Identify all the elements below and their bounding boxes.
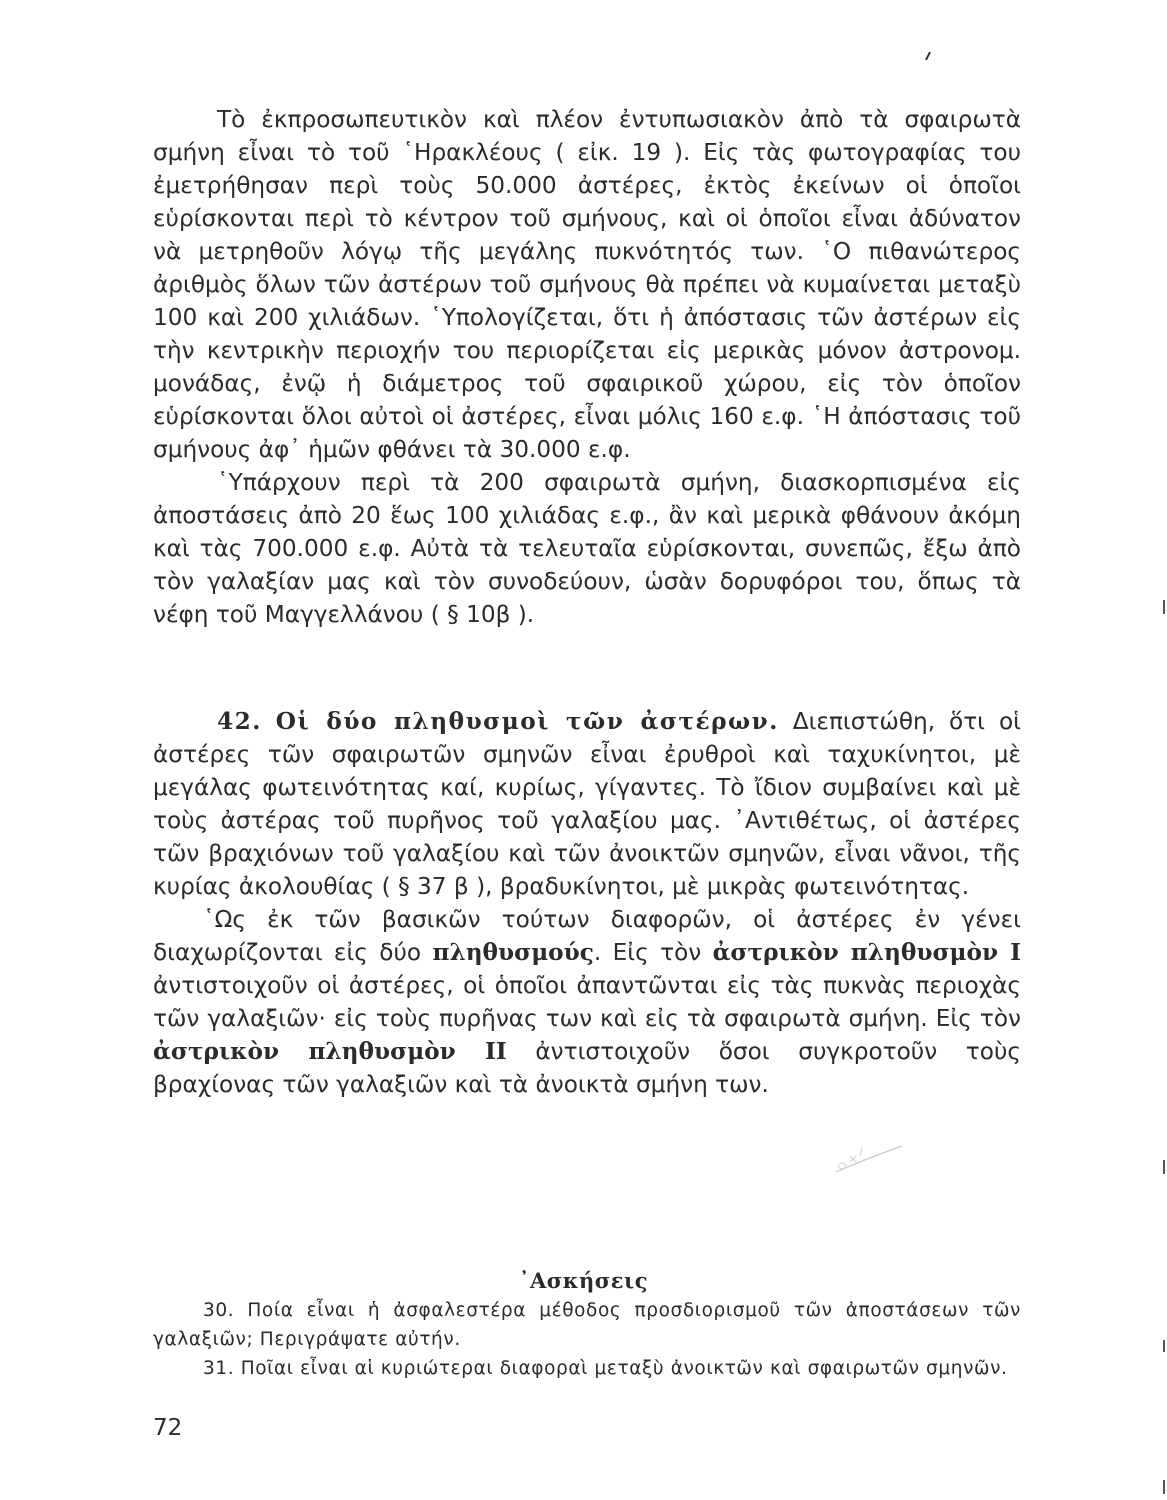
section-number: 42. [217, 708, 262, 735]
section-42-text-2d: ἀντιστοιχοῦν ὅσοι συγκροτοῦν τοὺς βραχίονας τῶν γαλαξιῶν καὶ τὰ ἀνοικτὰ σμήνη των. [153, 1038, 1021, 1098]
term-population-1: ἀστρικὸν πληθυσμὸν I [712, 939, 1021, 966]
section-42 [153, 705, 1021, 1101]
pencil-annotation [828, 1140, 908, 1180]
paragraph-globular-cluster-count: ῾Υπάρχουν περὶ τὰ 200 σφαιρωτὰ σμήνη, διασκορπισμένα εἰς ἀποστάσεις ἀπὸ 20 ἕως 100 χιλιάδας ε.φ., ἂν καὶ μερικὰ φθάνουν ἀκόμη καὶ τὰς 700.000 ε.φ. Αὐτὰ τὰ τελευταῖα εὑρίσκονται, συνεπῶς, ἔξω ἀπὸ τὸν γαλαξίαν μας καὶ τὸν συνοδεύουν, ὡσὰν δορυφόροι του, ὅπως τὰ νέφη τοῦ Μαγγελλάνου ( § 10β ). [153, 469, 1021, 628]
term-population-2: ἀστρικὸν πληθυσμὸν II [153, 1038, 507, 1065]
exercises-list [153, 1296, 1021, 1383]
scan-edge-marks [1159, 600, 1167, 1500]
exercises-heading: ᾽Ασκήσεις [519, 1268, 648, 1293]
exercise-item: 30. Ποία εἶναι ἡ ἀσφαλεστέρα μέθοδος προσδιορισμοῦ τῶν ἀποστάσεων τῶν γαλαξιῶν; Περιγράψατε αὐτήν. [153, 1300, 1021, 1350]
ink-speck-mark [924, 52, 932, 60]
page-number: 72 [153, 1415, 183, 1441]
section-42-paragraph-1 [153, 705, 1021, 903]
section-title: Οἱ δύο πληθυσμοὶ τῶν ἀστέρων. [275, 708, 779, 735]
section-42-text-1: Διεπιστώθη, ὅτι οἱ ἀστέρες τῶν σφαιρωτῶν σμηνῶν εἶναι ἐρυθροὶ καὶ ταχυκίνητοι, μὲ μεγάλας φωτεινότητας καί, κυρίως, γίγαντες. Τὸ ἴδιον συμβαίνει καὶ μὲ τοὺς ἀστέρας τοῦ πυρῆνος τοῦ γαλαξίου μας. ᾽Αντιθέτως, οἱ ἀστέρες τῶν βραχιόνων τοῦ γαλαξίου καὶ τῶν ἀνοικτῶν σμηνῶν, εἶναι νᾶνοι, τῆς κυρίας ἀκολουθίας ( § 37 β ), βραδυκίνητοι, μὲ μικρὰς φωτεινότητας. [153, 708, 1022, 900]
paragraph-globular-cluster-hercules: Τὸ ἐκπροσωπευτικὸν καὶ πλέον ἐντυπωσιακὸν ἀπὸ τὰ σφαιρωτὰ σμήνη εἶναι τὸ τοῦ ῾Ηρακλέους ( εἰκ. 19 ). Εἰς τὰς φωτογραφίας του ἐμετρήθησαν περὶ τοὺς 50.000 ἀστέρες, ἐκτὸς ἐκείνων οἱ ὁποῖοι εὑρίσκονται περὶ τὸ κέντρον τοῦ σμήνους, καὶ οἱ ὁποῖοι εἶναι ἀδύνατον νὰ μετρηθοῦν λόγῳ τῆς μεγάλης πυκνότητός των. ῾Ο πιθανώτερος ἀριθμὸς ὅλων τῶν ἀστέρων τοῦ σμήνους θὰ πρέπει νὰ κυμαίνεται μεταξὺ 100 καὶ 200 χιλιάδων. ῾Υπολογίζεται, ὅτι ἡ ἀπόστασις τῶν ἀστέρων εἰς τὴν κεντρικὴν περιοχήν του περιορίζεται εἰς μερικὰς μόνον ἀστρονομ. μονάδας, ἐνῷ ἡ διάμετρος τοῦ σφαιρικοῦ χώρου, εἰς τὸν ὁποῖον εὑρίσκονται ὅλοι αὐτοὶ οἱ ἀστέρες, εἶναι μόλις 160 ε.φ. ῾Η ἀπόστασις τοῦ σμήνους ἀφ᾽ ἡμῶν φθάνει τὰ 30.000 ε.φ. [153, 106, 1021, 463]
section-42-paragraph-2 [153, 903, 1021, 1101]
section-42-text-2c: ἀντιστοιχοῦν οἱ ἀστέρες, οἱ ὁποῖοι ἀπαντῶνται εἰς τὰς πυκνὰς περιοχὰς τῶν γαλαξιῶν· εἰς τοὺς πυρῆνας των καὶ εἰς τὰ σφαιρωτὰ σμήνη. Εἰς τὸν [153, 972, 1021, 1032]
section-42-text-2a: ῾Ως ἐκ τῶν βασικῶν τούτων διαφορῶν, οἱ ἀστέρες ἐν γένει διαχωρίζονται εἰς δύο [153, 906, 1021, 966]
term-populations: πληθυσμούς [432, 939, 594, 966]
exercise-item: 31. Ποῖαι εἶναι αἱ κυριώτεραι διαφοραὶ μεταξὺ ἀνοικτῶν καὶ σφαιρωτῶν σμηνῶν. [203, 1358, 1008, 1379]
body-text-top [153, 103, 1021, 631]
section-42-text-2b: . Εἰς τὸν [593, 939, 713, 966]
